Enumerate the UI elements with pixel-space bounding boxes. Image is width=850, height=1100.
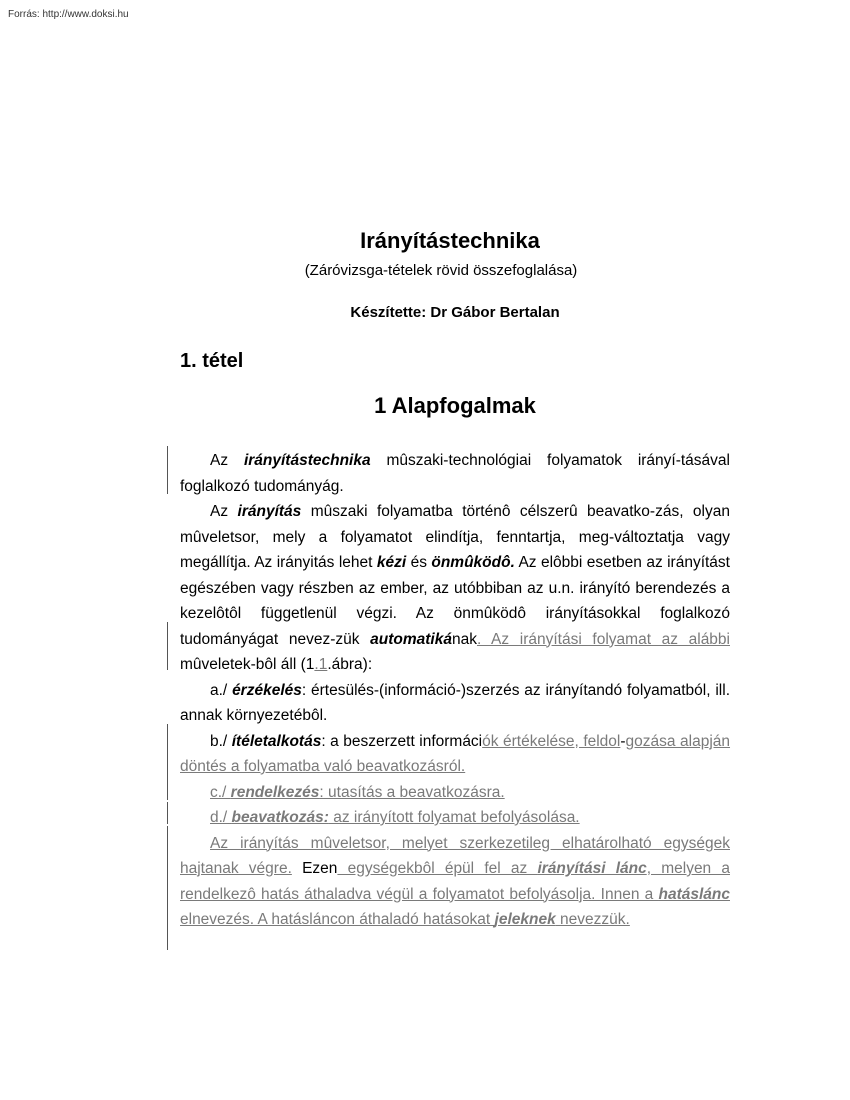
section-heading: 1. tétel <box>180 350 244 372</box>
revision-bar <box>167 622 168 670</box>
list-item-d: d./ beavatkozás: az irányított folyamat befolyásolása. <box>210 809 580 826</box>
document-subtitle: (Záróvizsga-tételek rövid összefoglalása) <box>304 262 578 279</box>
paragraph-iranyitas: Az irányítás mûszaki folyamatba történô célszerû beavatko-zás, olyan mûveletsor, mely a folyamatot elindítja, fenntartja, meg-változtatja vagy megállítja. Az irányitás lehet kézi és önmûködô. Az elôbbi esetben az irányítást egészében vagy részben az ember, az utóbbiban az u.n. irányító berendezés a kezelôtôl függetlenül végzi. Az önmûködô irányításokkal foglalkozó tudományágat nevez-zük automatikának. Az irányítási folyamat az alábbi mûveletek-bôl áll (1.1.ábra): <box>180 503 730 673</box>
chapter-heading: 1 Alapfogalmak <box>374 393 536 418</box>
revision-bar <box>167 446 168 494</box>
list-item-b: b./ ítéletalkotás: a beszerzett információk értékelése, feldol-gozása alapján döntés a folyamatba való beavatkozásról. <box>180 732 731 775</box>
list-item-a: a./ érzékelés: értesülés-(információ-)szerzés az irányítandó folyamatból, ill. annak környezetébôl. <box>180 681 730 724</box>
paragraph-definition: Az irányítástechnika mûszaki-technológiai folyamatok irányí-tásával foglalkozó tudományág. <box>180 452 730 495</box>
revision-bar <box>167 826 168 950</box>
body-text <box>180 448 730 933</box>
author-line: Készítette: Dr Gábor Bertalan <box>350 304 560 321</box>
revision-bar <box>167 724 168 800</box>
source-label: Forrás: http://www.doksi.hu <box>8 9 129 20</box>
document-title: Irányítástechnika <box>360 228 540 253</box>
list-item-c: c./ rendelkezés: utasítás a beavatkozásra. <box>210 783 505 801</box>
revision-bar <box>167 802 168 824</box>
paragraph-hataslanc: Az irányítás mûveletsor, melyet szerkezetileg elhatárolható egységek hajtanak végre. Ezen egységekbôl épül fel az irányítási lánc, melyen a rendelkezô hatás áthaladva végül a folyamatot befolyásolja. Innen a hatáslánc elnevezés. A hatásláncon áthaladó hatásokat jeleknek nevezzük. <box>180 834 730 928</box>
